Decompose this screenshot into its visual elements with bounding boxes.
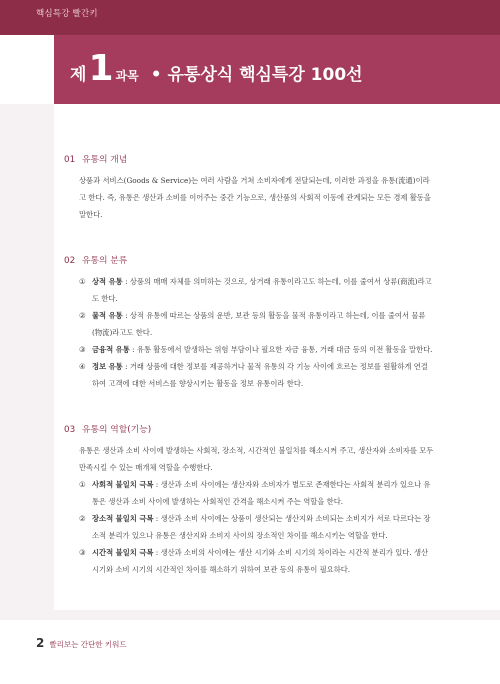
footer-band: [0, 610, 500, 620]
chapter-prefix: 제: [70, 65, 87, 85]
section-distribution-types: [64, 253, 434, 392]
chapter-title: [70, 48, 363, 89]
section-heading: [64, 152, 434, 165]
item-marker: ①: [79, 277, 86, 286]
section-heading: [64, 422, 434, 435]
section-distribution-role: [64, 422, 434, 578]
list-item: [79, 358, 434, 392]
section-heading: [64, 253, 434, 266]
item-term: 시간적 불일치 극복: [92, 548, 154, 557]
page-content: [64, 152, 434, 608]
list-item: [79, 273, 434, 307]
item-term: 물적 유통: [92, 311, 123, 320]
section-paragraph: 상품과 서비스(Goods & Service)는 여러 사람을 거쳐 소비자에게 전달되는데, 이러한 과정을 유통(流通)이라고 한다. 즉, 유통은 생산과 소비를 이어주는 중간 기능으로, 생산품의 사회적 이동에 관계되는 모든 경제 활동을 말한다.: [79, 176, 431, 219]
item-body: [92, 273, 434, 307]
item-marker: ③: [79, 548, 86, 557]
section-number: 01: [64, 155, 76, 165]
item-text: : 생산과 소비 사이에는 생산자와 소비자가 별도로 존재한다는 사회적 분리가 있으나 유통은 생산과 소비 사이에 발생하는 사회적인 간격을 해소시켜 주는 역할을 한다.: [92, 480, 431, 506]
item-body: [92, 544, 434, 578]
item-text: : 생산과 소비의 사이에는 생산 시기와 소비 시기의 차이라는 시간적 분리가 있다. 생산 시기와 소비 시기의 시간적인 차이를 해소하기 위하여 보관 등의 유통이 필요하다.: [92, 548, 429, 574]
item-body: [92, 341, 434, 358]
list-item: [79, 544, 434, 578]
item-marker: ④: [79, 362, 86, 371]
item-marker: ②: [79, 311, 86, 320]
list-item: [79, 476, 434, 510]
item-term: 금융적 유통: [92, 345, 130, 354]
section-number: 03: [64, 425, 76, 435]
item-marker: ③: [79, 345, 86, 354]
chapter-heading: • 유통상식 핵심특강 100선: [150, 65, 363, 85]
header-bar: [0, 0, 500, 35]
chapter-unit: 과목: [115, 69, 139, 83]
item-body: [92, 476, 434, 510]
section-number: 02: [64, 256, 76, 266]
list-item: [79, 510, 434, 544]
item-text: : 상품의 매매 자체를 의미하는 것으로, 상거래 유통이라고도 하는데, 이를 줄여서 상류(商流)라고도 한다.: [92, 277, 432, 303]
section-paragraph: 유통은 생산과 소비 사이에 발생하는 사회적, 장소적, 시간적인 불일치를 해소시켜 주고, 생산자와 소비자를 모두 만족시킬 수 있는 매개체 역할을 수행한다.: [79, 446, 434, 472]
item-term: 상적 유통: [92, 277, 123, 286]
chapter-banner: [54, 35, 500, 104]
item-text: : 유통 활동에서 발생하는 위험 부담이나 필요한 자금 융통, 거래 대금 등의 이전 활동을 말한다.: [129, 345, 433, 354]
item-text: : 거래 상품에 대한 정보를 제공하거나 물적 유통의 각 기능 사이에 흐르는 정보를 원활하게 연결하여 고객에 대한 서비스를 향상시키는 활동을 정보 유통이라 한다.: [92, 362, 428, 388]
chapter-number: 1: [88, 48, 114, 89]
section-distribution-concept: [64, 152, 434, 223]
item-term: 사회적 불일치 극복: [92, 480, 154, 489]
item-text: : 상적 유통에 따르는 상품의 운반, 보관 등의 활동을 물적 유통이라고 하는데, 이를 줄여서 물류(物流)라고도 한다.: [92, 311, 426, 337]
list-item: [79, 307, 434, 341]
item-marker: ①: [79, 480, 86, 489]
item-term: 장소적 불일치 극복: [92, 514, 154, 523]
header-tag: 핵심특강 빨간키: [36, 9, 98, 19]
left-margin-band: [0, 104, 54, 610]
item-marker: ②: [79, 514, 86, 523]
footer-text: 빨리보는 간단한 키워드: [49, 640, 127, 649]
item-term: 정보 유통: [92, 362, 123, 371]
list-item: [79, 341, 434, 358]
page-footer: [36, 636, 127, 650]
section-title: 유통의 역할(기능): [82, 425, 152, 435]
item-text: : 생산과 소비 사이에는 상품이 생산되는 생산지와 소비되는 소비지가 서로 다르다는 장소적 분리가 있으나 유통은 생산지와 소비지 사이의 장소적인 차이를 해소시키는 역할을 한다.: [92, 514, 431, 540]
page-number: 2: [36, 636, 45, 650]
item-body: [92, 510, 434, 544]
section-title: 유통의 분류: [82, 256, 128, 266]
item-body: [92, 358, 434, 392]
item-body: [92, 307, 434, 341]
section-title: 유통의 개념: [82, 155, 128, 165]
